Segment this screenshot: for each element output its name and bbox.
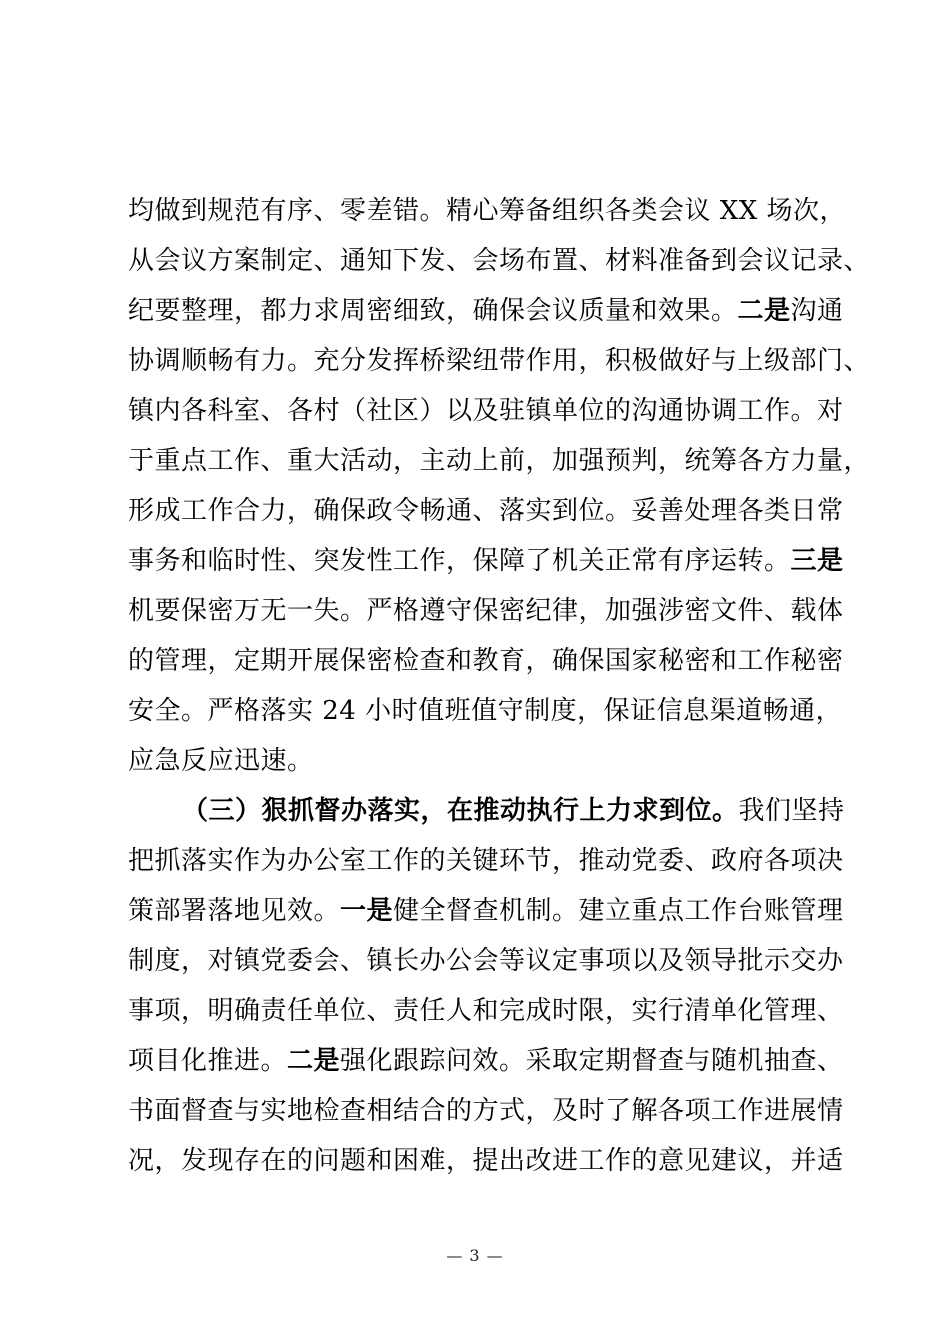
text-line (128, 641, 844, 681)
text-segment: 健全督查机制。建立重点工作台账管理 (393, 896, 844, 926)
text-line (128, 191, 847, 231)
bold-text-segment: 二是 (287, 1046, 341, 1076)
text-segment: 事项，明确责任单位、责任人和完成时限，实行清单化管理、 (128, 996, 844, 1026)
text-segment: 形成工作合力，确保政令畅通、落实到位。妥善处理各类日常 (128, 496, 844, 526)
text-segment: 应急反应迅速。 (128, 746, 314, 776)
text-segment: 从会议方案制定、通知下发、会场布置、材料准备到会议记录、 (128, 246, 871, 276)
text-segment: 强化跟踪问效。采取定期督查与随机抽查、 (340, 1046, 844, 1076)
section-heading: （三）狠抓督办落实，在推动执行上力求到位。 (182, 796, 739, 826)
text-line (128, 591, 844, 631)
text-line (128, 241, 871, 281)
text-segment: 书面督查与实地检查相结合的方式，及时了解各项工作进展情 (128, 1096, 844, 1126)
text-line (128, 891, 844, 931)
text-line (128, 1141, 844, 1181)
text-segment: 况，发现存在的问题和困难，提出改进工作的意见建议，并适 (128, 1146, 844, 1176)
text-line (128, 491, 844, 531)
text-line (128, 841, 844, 881)
text-segment: 于重点工作、重大活动，主动上前，加强预判，统筹各方力量， (128, 446, 871, 476)
text-segment: 均做到规范有序、零差错。精心筹备组织各类会议 XX 场次， (128, 196, 847, 226)
text-segment: 的管理，定期开展保密检查和教育，确保国家秘密和工作秘密 (128, 646, 844, 676)
text-segment: 机要保密万无一失。严格遵守保密纪律，加强涉密文件、载体 (128, 596, 844, 626)
text-line (128, 1041, 844, 1081)
text-segment: 制度，对镇党委会、镇长办公会等议定事项以及领导批示交办 (128, 946, 844, 976)
text-line (128, 391, 844, 431)
text-segment: 沟通 (790, 296, 844, 326)
text-segment: 项目化推进。 (128, 1046, 288, 1076)
section-heading-line (182, 791, 845, 831)
bold-text-segment: 三是 (790, 546, 844, 576)
text-line (128, 291, 844, 331)
text-segment: 安全。严格落实 24 小时值班值守制度，保证信息渠道畅通， (128, 696, 843, 726)
page-number: — 3 — (446, 1246, 504, 1265)
text-line (128, 691, 843, 731)
text-line (128, 741, 828, 781)
text-line (128, 541, 844, 581)
text-segment: 协调顺畅有力。充分发挥桥梁纽带作用，积极做好与上级部门、 (128, 346, 871, 376)
text-line (128, 1091, 844, 1131)
text-segment: 事务和临时性、突发性工作，保障了机关正常有序运转。 (128, 546, 791, 576)
text-line (128, 991, 844, 1031)
text-segment: 我们坚持 (738, 796, 845, 826)
text-segment: 策部署落地见效。 (128, 896, 341, 926)
text-line (128, 341, 871, 381)
text-segment: 把抓落实作为办公室工作的关键环节，推动党委、政府各项决 (128, 846, 844, 876)
text-line (128, 441, 871, 481)
bold-text-segment: 二是 (737, 296, 791, 326)
text-line (128, 941, 844, 981)
text-segment: 纪要整理，都力求周密细致，确保会议质量和效果。 (128, 296, 738, 326)
text-segment: 镇内各科室、各村（社区）以及驻镇单位的沟通协调工作。对 (128, 396, 844, 426)
bold-text-segment: 一是 (340, 896, 394, 926)
